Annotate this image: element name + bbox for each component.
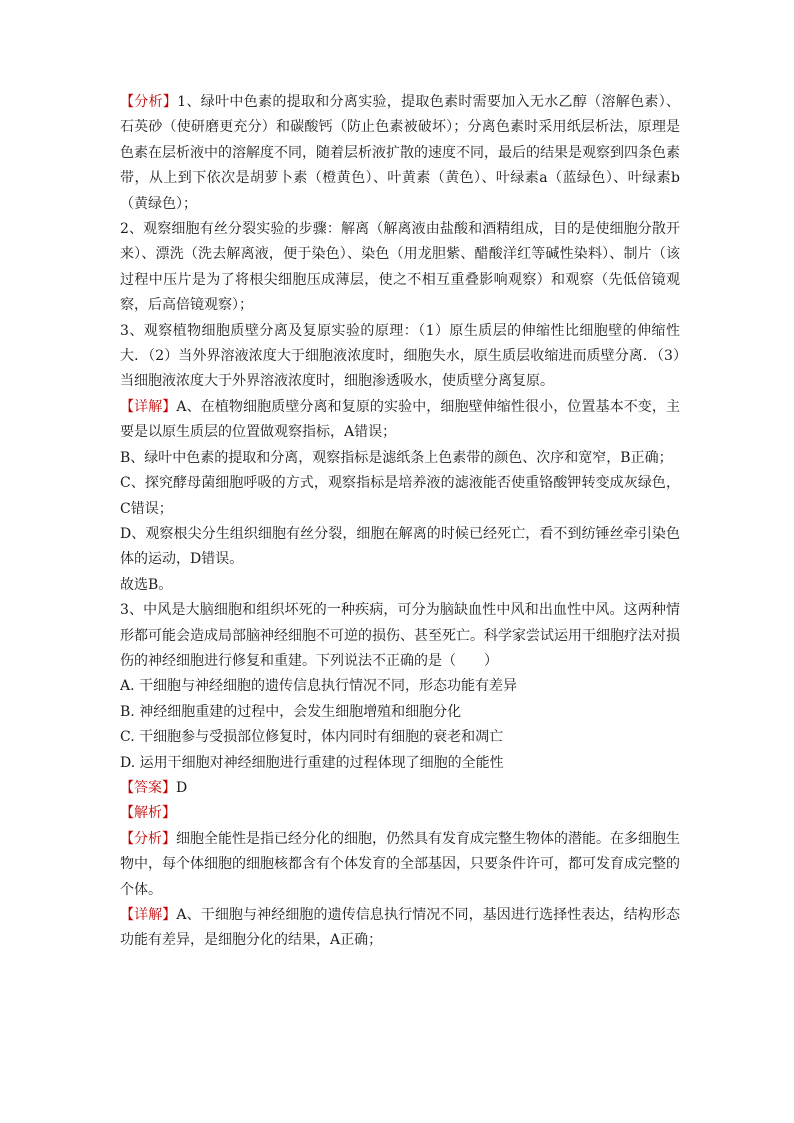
analysis-text: 1、绿叶中色素的提取和分离实验，提取色素时需要加入无水乙醇（溶解色素）、石英砂（使研磨更充分）和碳酸钙（防止色素被破坏）；分离色素时采用纸层析法，原理是色素在层析液中的溶解度不同，随着层析液扩散的速度不同，最后的结果是观察到四条色素带，从上到下依次是胡萝卜素（橙黄色）、叶黄素（黄色）、叶绿素a（蓝绿色）、叶绿素b（黄绿色）； xyxy=(120,94,681,212)
answer-tag: 【答案】 xyxy=(120,779,176,796)
explanation-line xyxy=(120,801,680,826)
detail-paragraph-c: C、探究酵母菌细胞呼吸的方式，观察指标是培养液的滤液能否使重铬酸钾转变成灰绿色，C错误； xyxy=(120,475,680,517)
explanation-tag: 【解析】 xyxy=(120,805,176,822)
analysis-tag-q3: 【分析】 xyxy=(120,830,176,847)
document-page xyxy=(120,90,680,954)
detail-tag: 【详解】 xyxy=(120,398,177,415)
analysis-point-3: 3、观察植物细胞质壁分离及复原实验的原理：（1）原生质层的伸缩性比细胞壁的伸缩性大．（2）当外界溶液浓度大于细胞液浓度时，细胞失水，原生质层收缩进而质壁分离．（3）当细胞液浓度大于外界溶液浓度时，细胞渗透吸水，使质壁分离复原。 xyxy=(120,322,680,390)
question-stem: 3、中风是大脑细胞和组织坏死的一种疾病，可分为脑缺血性中风和出血性中风。这两种情形都可能会造成局部脑神经细胞不可逆的损伤、甚至死亡。科学家尝试运用干细胞疗法对损伤的神经细胞进行修复和重建。下列说法不正确的是（ ） xyxy=(120,602,680,669)
detail-paragraph-d: D、观察根尖分生组织细胞有丝分裂，细胞在解离的时候已经死亡，看不到纺锤丝牵引染色体的运动，D错误。 xyxy=(120,525,680,568)
option-c: C. 干细胞参与受损部位修复时，体内同时有细胞的衰老和凋亡 xyxy=(120,729,504,746)
option-b: B. 神经细胞重建的过程中，会发生细胞增殖和细胞分化 xyxy=(120,703,462,720)
analysis-tag: 【分析】 xyxy=(120,94,178,110)
analysis-point-2: 2、观察细胞有丝分裂实验的步骤：解离（解离液由盐酸和酒精组成，目的是使细胞分散开来）、漂洗（洗去解离液，便于染色）、染色（用龙胆紫、醋酸洋红等碱性染料）、制片（该过程中压片是为了将根尖细胞压成薄层，使之不相互重叠影响观察）和观察（先低倍镜观察，后高倍镜观察）； xyxy=(120,221,680,314)
answer-value: D xyxy=(176,779,188,796)
detail-paragraph-q3-a xyxy=(120,903,680,954)
analysis-text-q3: 细胞全能性是指已经分化的细胞，仍然具有发育成完整生物体的潜能。在多细胞生物中，每个体细胞的细胞核都含有个体发育的全部基因，只要条件许可，都可发育成完整的个体。 xyxy=(120,830,680,898)
option-a: A. 干细胞与神经细胞的遗传信息执行情况不同，形态功能有差异 xyxy=(120,678,518,695)
detail-paragraph-b: B、绿叶中色素的提取和分离，观察指标是滤纸条上色素带的颜色、次序和宽窄，B正确； xyxy=(120,449,673,466)
detail-text-a: A、在植物细胞质壁分离和复原的实验中，细胞壁伸缩性很小，位置基本不变，主要是以原生质层的位置做观察指标，A错误； xyxy=(120,398,681,441)
answer-line xyxy=(120,776,680,801)
detail-paragraph-a xyxy=(120,395,680,446)
analysis-paragraph-q3 xyxy=(120,827,680,903)
option-d: D. 运用干细胞对神经细胞进行重建的过程体现了细胞的全能性 xyxy=(120,754,504,771)
detail-text-q3-a: A、干细胞与神经细胞的遗传信息执行情况不同，基因进行选择性表达，结构形态功能有差异，是细胞分化的结果，A正确； xyxy=(120,907,681,949)
detail-tag-q3: 【详解】 xyxy=(120,907,177,923)
conclusion: 故选B。 xyxy=(120,576,173,593)
analysis-paragraph-1 xyxy=(120,90,680,217)
